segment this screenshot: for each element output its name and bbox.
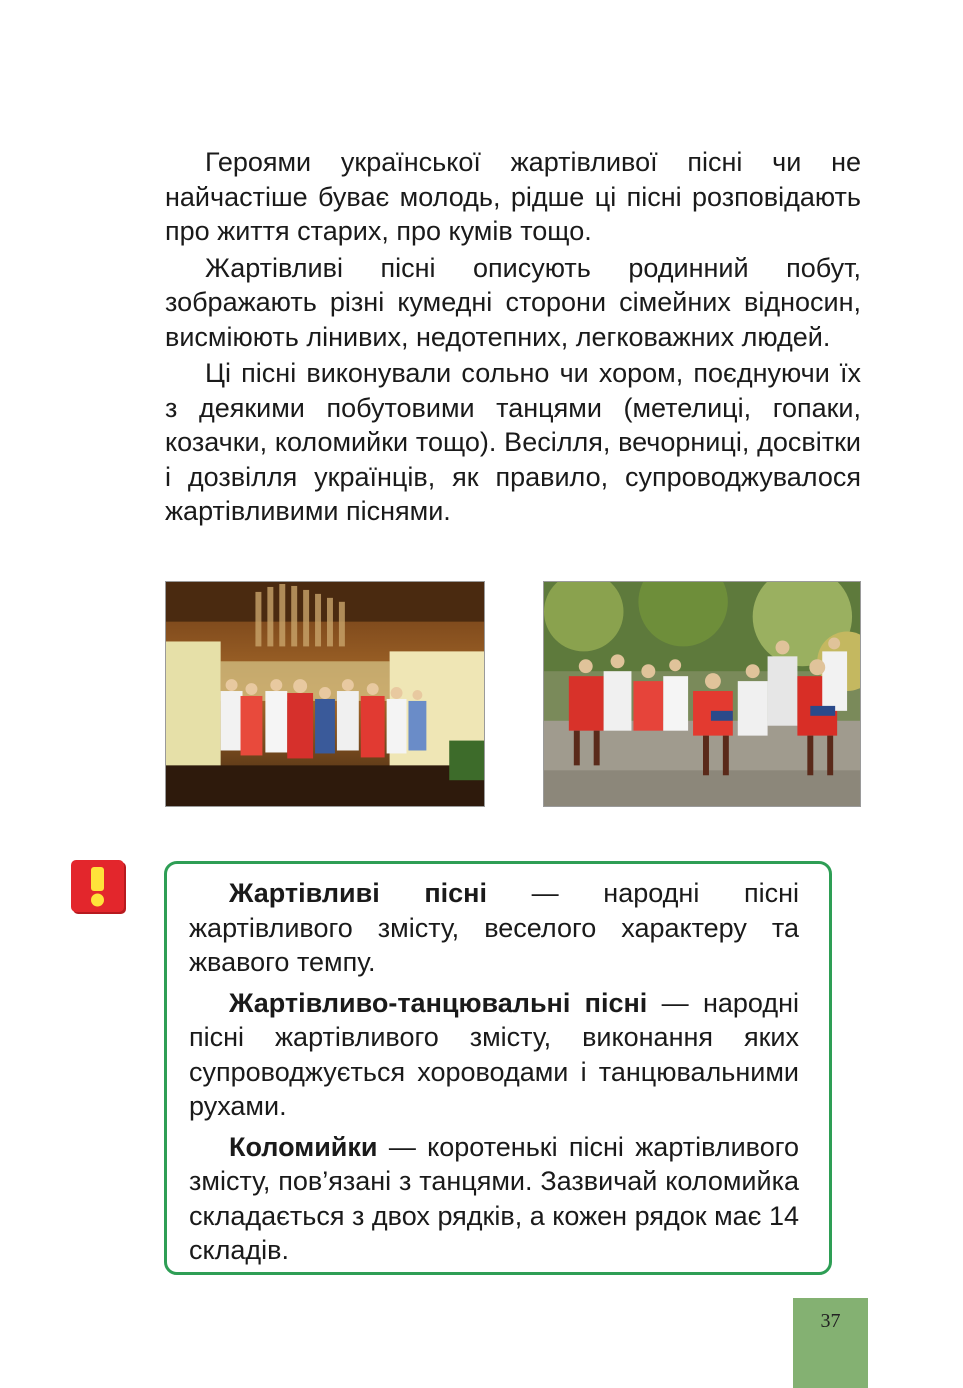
definition-term: Жартівливі пісні: [229, 878, 487, 908]
definition-item: [189, 986, 799, 1124]
body-text: [165, 145, 861, 529]
definition-text: — народні пісні жартівливого змісту, веселого характеру та жвавого темпу.: [189, 878, 800, 977]
definition-item: [189, 876, 799, 980]
definition-term: Жартівливо-танцювальні пісні: [229, 987, 648, 1018]
definition-term: Коломийки: [229, 1131, 378, 1162]
photo-outdoor-dancers: [543, 581, 861, 807]
paragraph-1: Героями української жартівливої пісні чи не найчастіше буває молодь, рідше ці пісні розповідають про життя старих, про кумів тощо.: [165, 147, 861, 246]
definition-text: — коротенькі пісні жартівливого змісту, пов’язані з танцями. Зазвичай коломийка складається з двох рядків, а кожен рядок має 14 складів.: [189, 1131, 799, 1265]
paragraph-2: Жартівливі пісні описують родинний побут, зображають різні кумедні сторони сімейних відносин, висміюють лінивих, недотепних, легковажних людей.: [165, 252, 861, 352]
page-number: 37: [820, 1310, 841, 1332]
page-number-tab: [793, 1298, 868, 1388]
definition-item: [189, 1130, 799, 1268]
photo-stage-folk-ensemble: [165, 581, 485, 807]
exclamation-icon: [71, 860, 124, 912]
definitions-box: [164, 861, 832, 1275]
paragraph-3: Ці пісні виконували сольно чи хором, поєднуючи їх з деякими побутовими танцями (метелиці, гопаки, козачки, коломийки тощо). Весілля, вечорниці, досвітки і дозвілля українців, як правило, супроводжувалося жартівливими піснями.: [165, 358, 861, 526]
definition-text: — народні пісні жартівливого змісту, виконання яких супроводжується хороводами і танцювальними рухами.: [189, 987, 799, 1121]
